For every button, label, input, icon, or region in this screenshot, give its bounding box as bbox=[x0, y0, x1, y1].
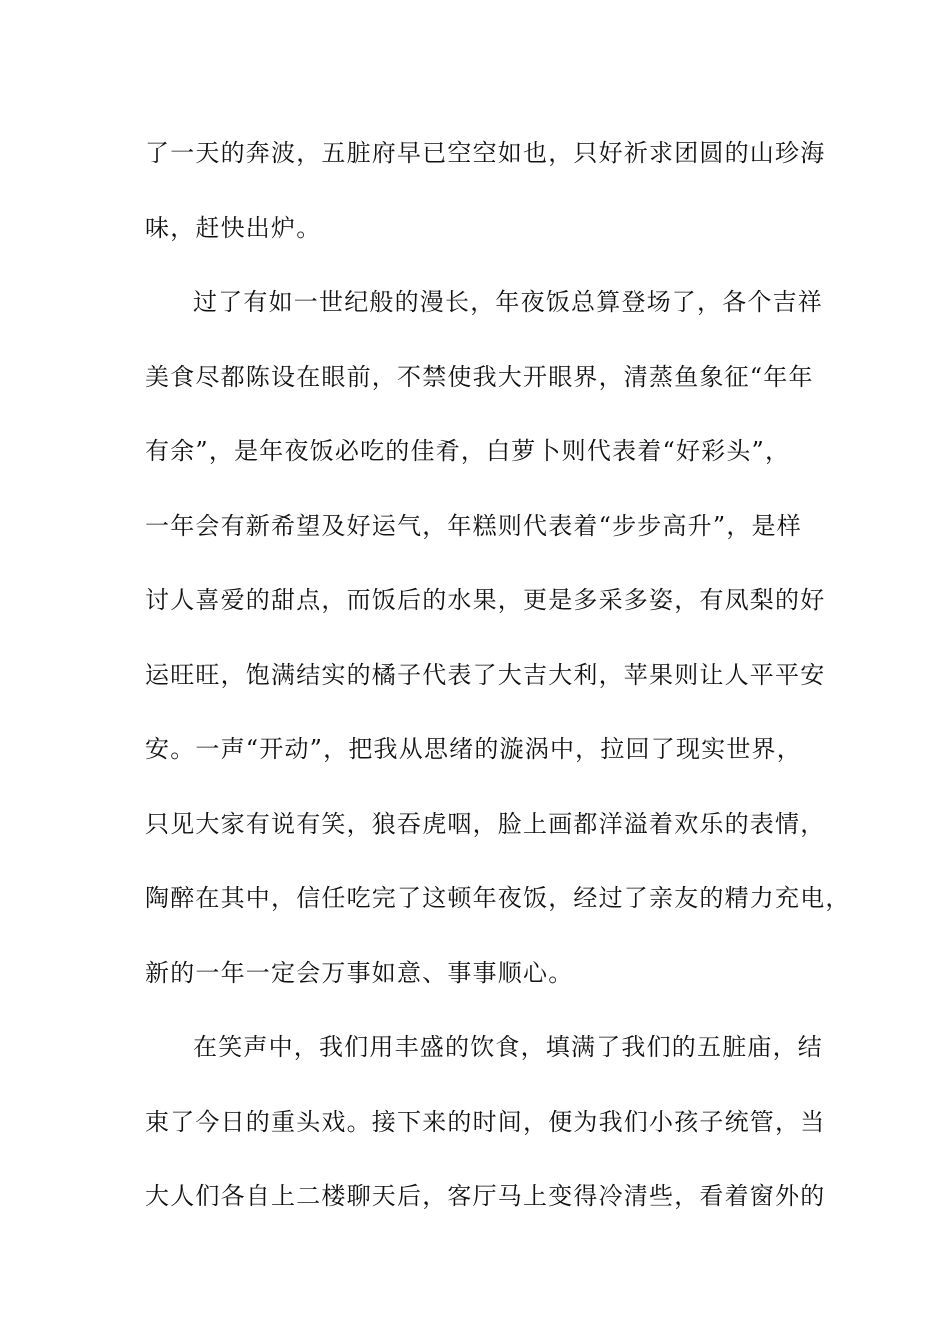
text-line: 大人们各自上二楼聊天后，客厅马上变得冷清些，看着窗外的 bbox=[145, 1182, 826, 1210]
text-line: 运旺旺，饱满结实的橘子代表了大吉大利，苹果则让人平平安 bbox=[145, 660, 826, 689]
text-line: 美食尽都陈设在眼前，不禁使我大开眼界，清蒸鱼象征“年年 bbox=[145, 362, 814, 391]
text-line: 只见大家有说有笑，狼吞虎咽，脸上画都洋溢着欢乐的表情， bbox=[145, 809, 826, 838]
text-line: 一年会有新希望及好运气，年糕则代表着“步步高升”，是样 bbox=[145, 511, 802, 540]
text-line: 讨人喜爱的甜点，而饭后的水果，更是多采多姿，有凤梨的好 bbox=[145, 586, 826, 614]
text-line: 味，赶快出炉。 bbox=[145, 213, 322, 242]
text-line: 束了今日的重头戏。接下来的时间，便为我们小孩子统管，当 bbox=[145, 1107, 826, 1136]
paragraph-start-line: 过了有如一世纪般的漫长，年夜饭总算登场了，各个吉祥 bbox=[193, 288, 823, 316]
text-line: 新的一年一定会万事如意、事事顺心。 bbox=[145, 958, 574, 987]
text-line: 陶醉在其中，信任吃完了这顿年夜饭，经过了亲友的精力充电， bbox=[145, 884, 851, 912]
body-text bbox=[145, 133, 851, 1251]
text-line: 有余”，是年夜饭必吃的佳肴，白萝卜则代表着“好彩头”， bbox=[145, 437, 791, 465]
paragraph-start-line: 在笑声中，我们用丰盛的饮食，填满了我们的五脏庙，结 bbox=[193, 1033, 823, 1061]
text-line: 安。一声“开动”，把我从思绪的漩涡中，拉回了现实世界， bbox=[145, 735, 802, 763]
text-line: 了一天的奔波，五脏府早已空空如也，只好祈求团圆的山珍海 bbox=[145, 139, 826, 167]
